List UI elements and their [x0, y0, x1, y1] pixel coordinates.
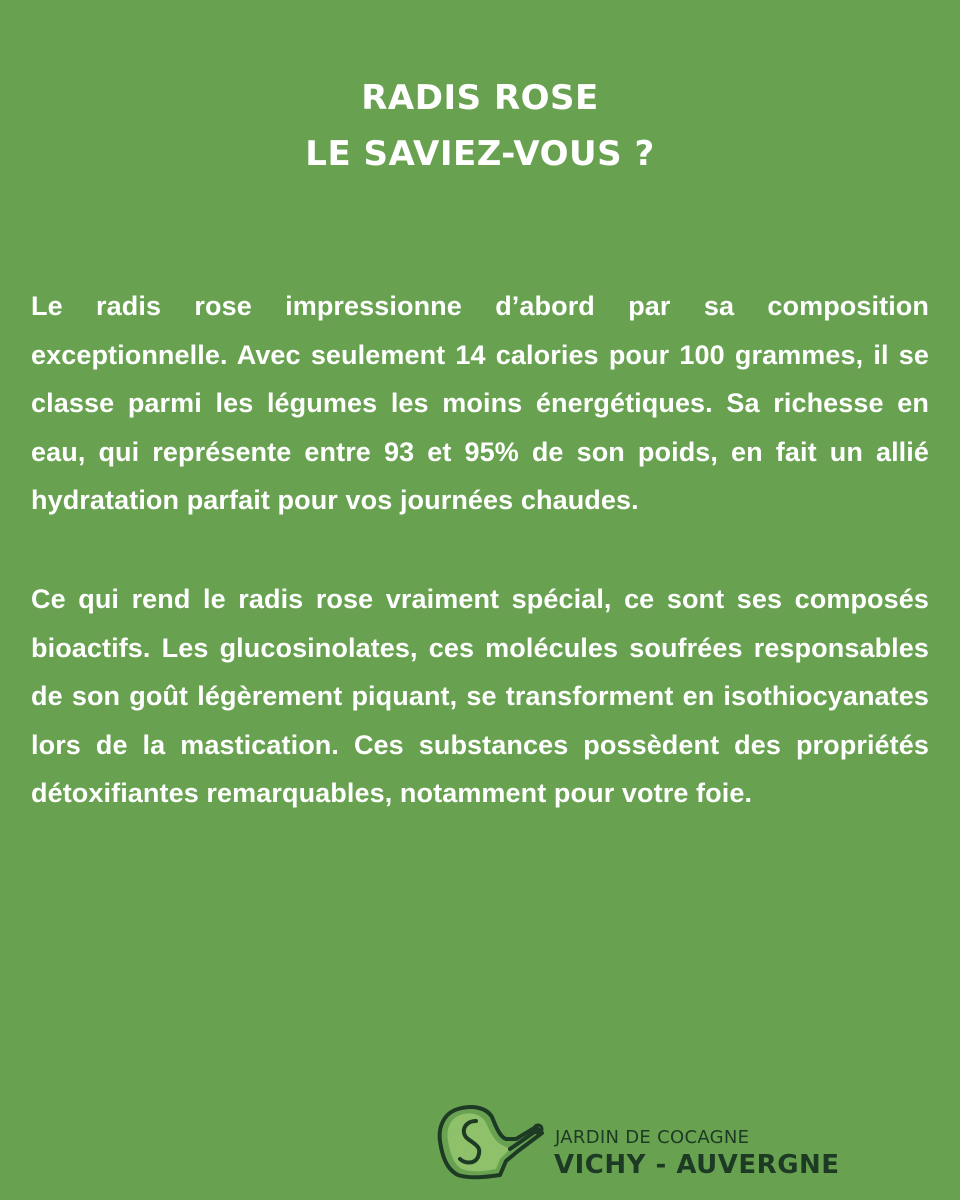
- watering-can-icon: [436, 1103, 546, 1181]
- title-line-2: LE SAVIEZ-VOUS ?: [305, 134, 655, 174]
- paragraph-1: Le radis rose impressionne d’abord par sa composition exceptionnelle. Avec seulement 14 calories pour 100 grammes, il se classe parmi les légumes les moins énergétiques. Sa richesse en eau, qui représente entre 93 et 95% de son poids, en fait un allié hydratation parfait pour vos journées chaudes.: [31, 291, 929, 516]
- article-body: [31, 282, 929, 868]
- page-title: [0, 70, 960, 182]
- title-line-1: RADIS ROSE: [361, 78, 599, 118]
- brand-logo: [436, 1103, 876, 1181]
- paragraph-2: Ce qui rend le radis rose vraiment spécial, ce sont ses composés bioactifs. Les glucosinolates, ces molécules soufrées responsables de son goût légèrement piquant, se transforment en isothiocyanates lors de la mastication. Ces substances possèdent des propriétés détoxifiantes remarquables, notamment pour votre foie.: [31, 583, 929, 809]
- logo-line-2: VICHY - AUVERGNE: [554, 1150, 840, 1180]
- logo-line-1: JARDIN DE COCAGNE: [555, 1127, 750, 1148]
